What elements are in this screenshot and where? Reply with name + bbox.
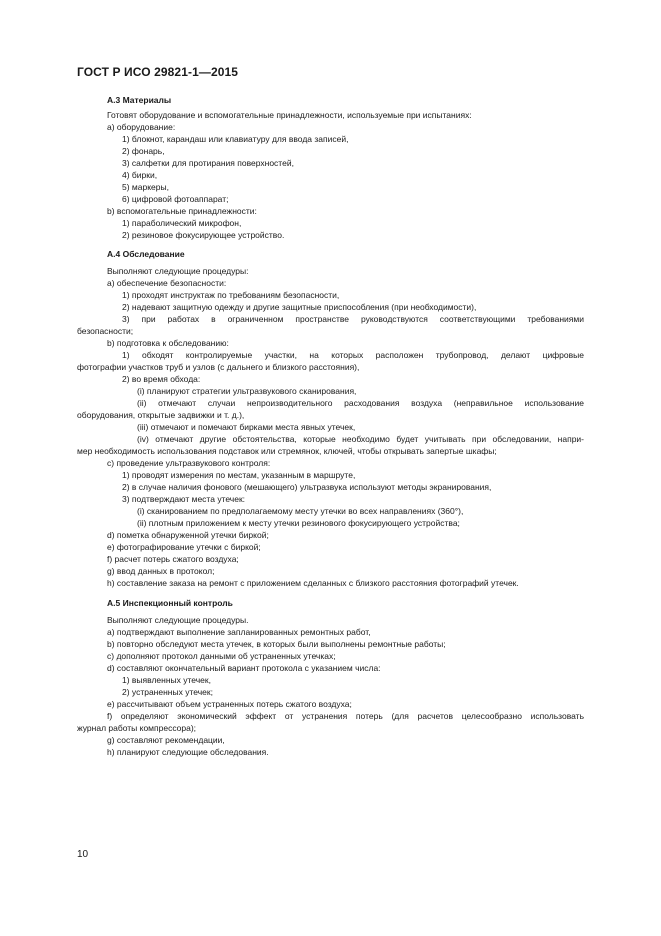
list-item-continuation: безопасности;	[77, 326, 134, 336]
list-item: a) обеспечение безопасности:	[107, 278, 227, 288]
list-item: 1) проводят измерения по местам, указанным в маршруте,	[122, 470, 356, 480]
section-heading-a5: А.5 Инспекционный контроль	[107, 598, 233, 608]
list-item: 2) устраненных утечек;	[122, 687, 213, 697]
list-item: 1) обходят контролируемые участки, на которых расположен трубопровод, делают цифровые	[122, 350, 584, 360]
list-item: a) подтверждают выполнение запланированных ремонтных работ,	[107, 627, 371, 637]
list-item: 2) во время обхода:	[122, 374, 201, 384]
list-item-continuation: мер необходимость использования подставок или стремянок, ключей, чтобы открывать запертые шкафы;	[77, 446, 497, 456]
list-item: f) определяют экономический эффект от устранения потерь (для расчетов целесообразно использовать	[107, 711, 584, 721]
list-item: d) составляют окончательный вариант протокола с указанием числа:	[107, 663, 381, 673]
list-item: 2) в случае наличия фонового (мешающего) ультразвука используют методы экранирования,	[122, 482, 492, 492]
section-heading-a4: А.4 Обследование	[107, 249, 185, 259]
list-item: 1) проходят инструктаж по требованиям безопасности,	[122, 290, 340, 300]
list-item: a) оборудование:	[107, 122, 176, 132]
list-item-continuation: фотографии участков труб и узлов (с дальнего и близкого расстояния),	[77, 362, 360, 372]
list-item: 2) фонарь,	[122, 146, 165, 156]
list-item: (ii) отмечают случаи непроизводительного расходования воздуха (неправильное использование	[137, 398, 584, 408]
list-item: (iii) отмечают и помечают бирками места явных утечек,	[137, 422, 356, 432]
list-item: b) вспомогательные принадлежности:	[107, 206, 257, 216]
list-item: e) фотографирование утечки с биркой;	[107, 542, 261, 552]
list-item: 3) подтверждают места утечек:	[122, 494, 246, 504]
list-item: e) рассчитывают объем устраненных потерь сжатого воздуха;	[107, 699, 352, 709]
list-item: 2) резиновое фокусирующее устройство.	[122, 230, 285, 240]
list-item-continuation: журнал работы компрессора);	[77, 723, 197, 733]
list-item: 2) надевают защитную одежду и другие защитные приспособления (при необходимости),	[122, 302, 477, 312]
paragraph: Выполняют следующие процедуры:	[107, 266, 249, 276]
section-heading-a3: А.3 Материалы	[107, 95, 172, 105]
list-item: 1) выявленных утечек,	[122, 675, 211, 685]
list-item: g) составляют рекомендации,	[107, 735, 225, 745]
list-item: (ii) плотным приложением к месту утечки резинового фокусирующего устройства;	[137, 518, 460, 528]
list-item: (iv) отмечают другие обстоятельства, которые необходимо будет учитывать при обследовании, напри-	[137, 434, 584, 444]
list-item: 6) цифровой фотоаппарат;	[122, 194, 229, 204]
list-item: h) планируют следующие обследования.	[107, 747, 269, 757]
document-header: ГОСТ Р ИСО 29821-1—2015	[77, 65, 239, 79]
list-item: d) пометка обнаруженной утечки биркой;	[107, 530, 269, 540]
list-item: c) дополняют протокол данными об устраненных утечках;	[107, 651, 336, 661]
page-number: 10	[77, 849, 89, 860]
list-item: 4) бирки,	[122, 170, 158, 180]
list-item: 1) параболический микрофон,	[122, 218, 242, 228]
list-item-continuation: оборудования, открытые задвижки и т. д.),	[77, 410, 245, 420]
paragraph: Готовят оборудование и вспомогательные принадлежности, используемые при испытаниях:	[107, 110, 472, 120]
list-item: (i) сканированием по предполагаемому месту утечки во всех направлениях (360°),	[137, 506, 464, 516]
list-item: c) проведение ультразвукового контроля:	[107, 458, 271, 468]
list-item: b) повторно обследуют места утечек, в которых были выполнены ремонтные работы;	[107, 639, 446, 649]
list-item: h) составление заказа на ремонт с приложением сделанных с близкого расстояния фотографий утечек.	[107, 578, 519, 588]
list-item: f) расчет потерь сжатого воздуха;	[107, 554, 239, 564]
list-item: 1) блокнот, карандаш или клавиатуру для ввода записей,	[122, 134, 349, 144]
paragraph: Выполняют следующие процедуры.	[107, 615, 249, 625]
list-item: b) подготовка к обследованию:	[107, 338, 229, 348]
list-item: 3) при работах в ограниченном пространстве руководствуются соответствующими требованиями	[122, 314, 584, 324]
list-item: g) ввод данных в протокол;	[107, 566, 215, 576]
list-item: (i) планируют стратегии ультразвукового сканирования,	[137, 386, 357, 396]
list-item: 5) маркеры,	[122, 182, 169, 192]
list-item: 3) салфетки для протирания поверхностей,	[122, 158, 294, 168]
